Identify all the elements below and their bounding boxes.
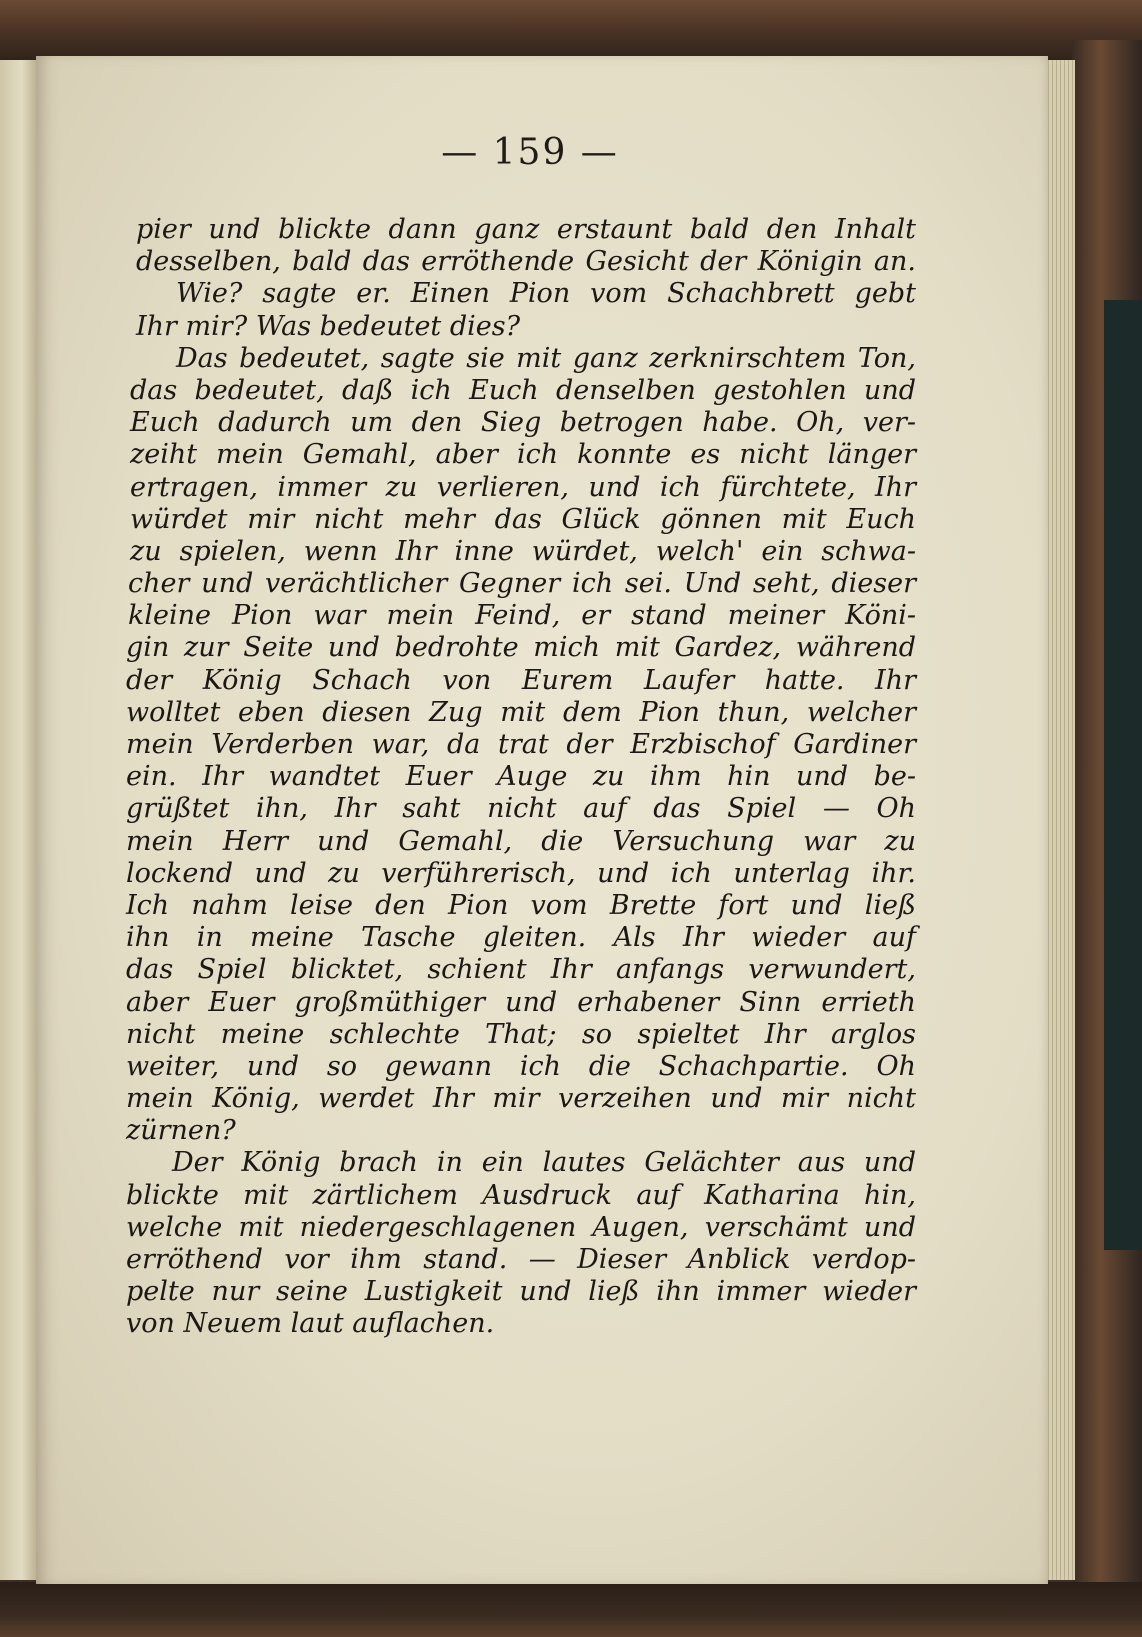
text-line: pier und blickte dann ganz erstaunt bald den Inhalt bbox=[136, 214, 916, 245]
text-line: Der König brach in ein lautes Gelächter aus und bbox=[172, 1147, 916, 1179]
text-line: cher und verächtlicher Gegner ich sei. Und seht, dieser bbox=[128, 568, 916, 600]
text-line: würdet mir nicht mehr das Glück gönnen mit Euch bbox=[130, 503, 916, 535]
text-line: von Neuem laut auflachen. bbox=[126, 1308, 495, 1340]
text-line: gin zur Seite und bedrohte mich mit Gardez, während bbox=[126, 632, 916, 664]
text-line: ertragen, immer zu verlieren, und ich fürchtete, Ihr bbox=[130, 471, 916, 503]
text-line: blickte mit zärtlichem Ausdruck auf Katharina hin, bbox=[126, 1179, 916, 1211]
text-line: wolltet eben diesen Zug mit dem Pion thun, welcher bbox=[126, 696, 916, 728]
page-edges bbox=[1045, 60, 1075, 1580]
book-binding-top bbox=[0, 0, 1142, 62]
text-line: nicht meine schlechte That; so spieltet Ihr arglos bbox=[126, 1018, 916, 1050]
text-line: desselben, bald das erröthende Gesicht der Königin an. bbox=[136, 246, 916, 278]
page-number: — 159 — bbox=[441, 132, 619, 173]
text-line: lockend und zu verführerisch, und ich unterlag ihr. bbox=[126, 857, 916, 889]
text-line: mein Herr und Gemahl, die Versuchung war zu bbox=[126, 825, 916, 857]
page-text bbox=[126, 214, 916, 1341]
text-line: Ihr mir? Was bedeutet dies? bbox=[136, 310, 521, 342]
text-line: kleine Pion war mein Feind, er stand meiner Köni- bbox=[128, 600, 916, 632]
text-line: mein Verderben war, da trat der Erzbischof Gardiner bbox=[126, 729, 916, 760]
text-line: grüßtet ihn, Ihr saht nicht auf das Spiel — Oh bbox=[126, 793, 916, 825]
text-line: aber Euer großmüthiger und erhabener Sinn errieth bbox=[126, 986, 916, 1018]
text-line: mein König, werdet Ihr mir verzeihen und mir nicht bbox=[126, 1083, 916, 1115]
text-line: Euch dadurch um den Sieg betrogen habe. Oh, ver- bbox=[130, 407, 916, 439]
text-line: erröthend vor ihm stand. — Dieser Anblick verdop- bbox=[126, 1244, 916, 1275]
text-line: Wie? sagte er. Einen Pion vom Schachbrett gebt bbox=[176, 278, 916, 310]
text-line: Das bedeutet, sagte sie mit ganz zerknirschtem Ton, bbox=[176, 342, 916, 374]
text-line: der König Schach von Eurem Laufer hatte. Ihr bbox=[126, 664, 916, 696]
text-line: zürnen? bbox=[126, 1115, 236, 1147]
text-line: ein. Ihr wandtet Euer Auge zu ihm hin und be- bbox=[126, 761, 916, 793]
text-line: Ich nahm leise den Pion vom Brette fort und ließ bbox=[126, 889, 916, 921]
book-cover-strip bbox=[1104, 300, 1142, 1250]
text-line: weiter, und so gewann ich die Schachpartie. Oh bbox=[126, 1050, 916, 1082]
text-line: zu spielen, wenn Ihr inne würdet, welch' ein schwa- bbox=[130, 535, 916, 567]
text-line: das bedeutet, daß ich Euch denselben gestohlen und bbox=[130, 374, 916, 406]
left-page-edge bbox=[0, 60, 36, 1580]
text-line: zeiht mein Gemahl, aber ich konnte es nicht länger bbox=[130, 439, 916, 471]
book-binding-bottom bbox=[0, 1582, 1142, 1637]
text-line: das Spiel blicktet, schient Ihr anfangs verwundert, bbox=[126, 954, 916, 986]
text-line: pelte nur seine Lustigkeit und ließ ihn immer wieder bbox=[126, 1276, 916, 1308]
text-line: welche mit niedergeschlagenen Augen, verschämt und bbox=[126, 1211, 916, 1243]
text-line: ihn in meine Tasche gleiten. Als Ihr wieder auf bbox=[126, 922, 916, 954]
